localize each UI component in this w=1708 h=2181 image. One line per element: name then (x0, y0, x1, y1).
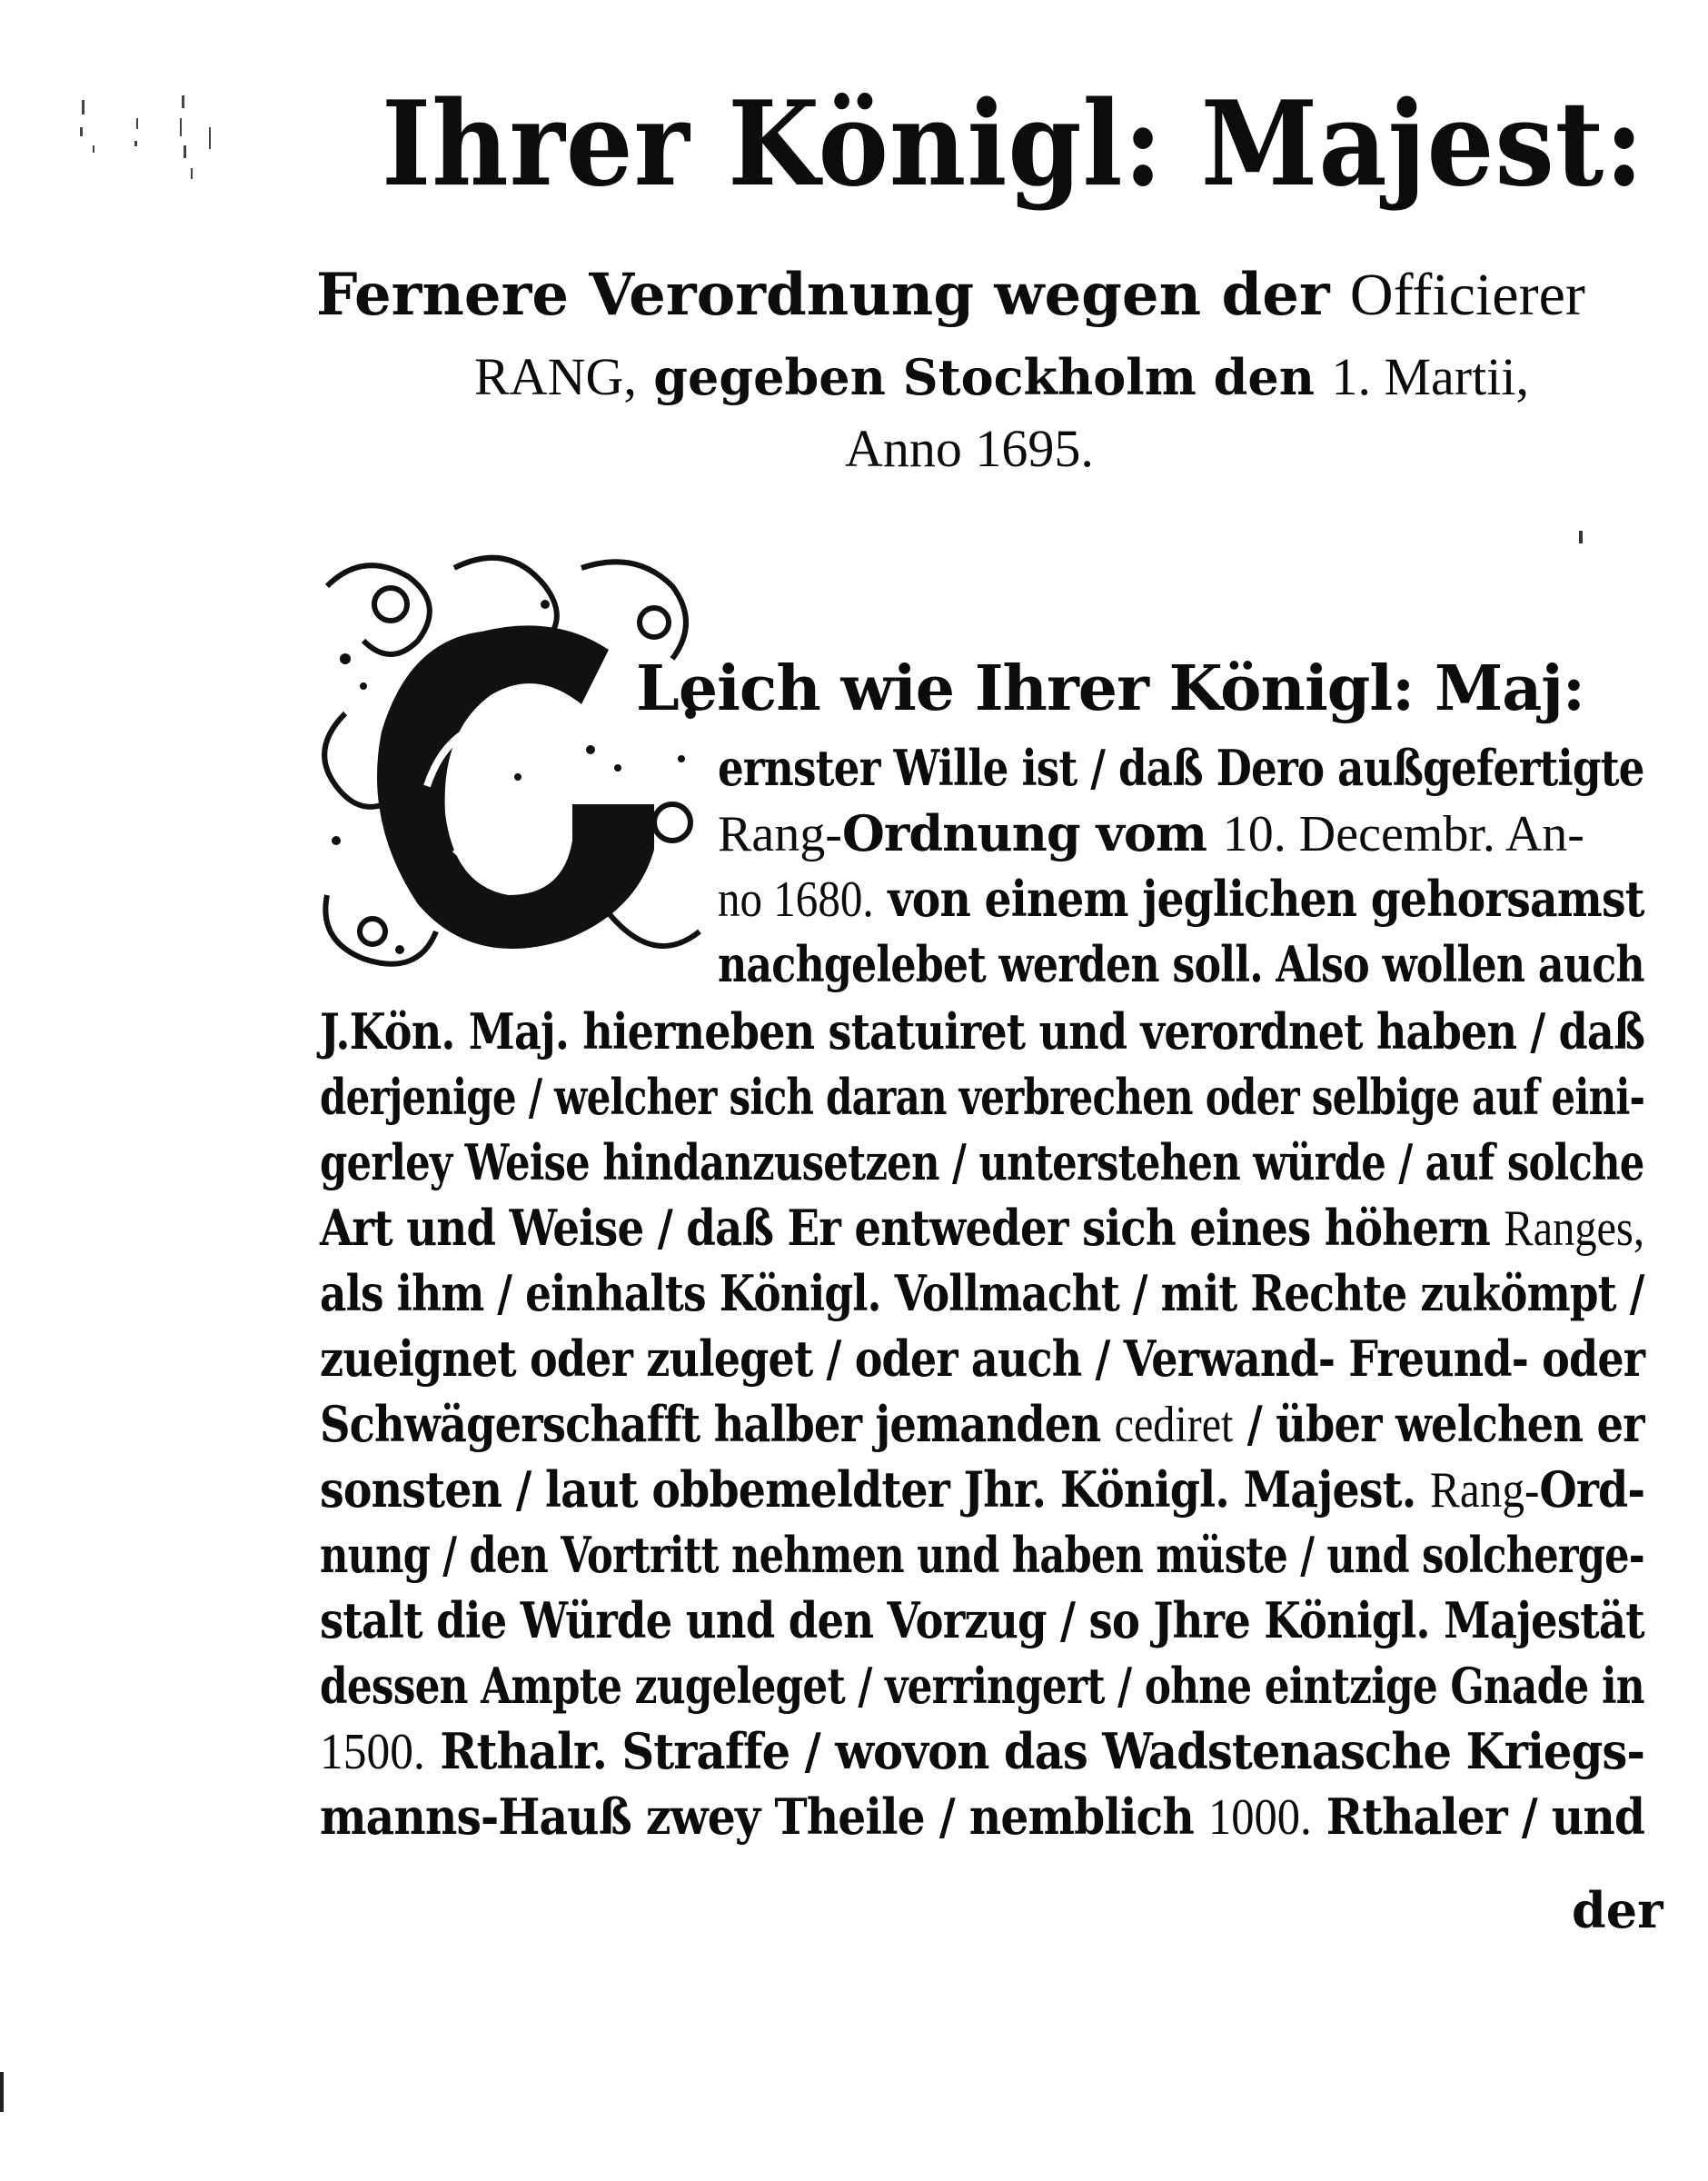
margin-annotation-marks (45, 91, 236, 191)
body-line-18-gothic-b: Rthaler / und (1326, 1788, 1645, 1846)
body-line-12-latin: cediret (1114, 1397, 1234, 1453)
body-line-13-gothic-a: sonsten / laut obbemeldter Jhr. Königl. Majest. (320, 1460, 1416, 1519)
body-line-5-text: nachgelebet werden soll. Also wollen auch (718, 935, 1644, 993)
body-line-4-latin: no 1680. (718, 871, 874, 928)
body-line-15-text: stalt die Würde und den Vorzug / so Jhre Königl. Majestät (320, 1591, 1644, 1649)
body-line-17-gothic: Rthalr. Straffe / wovon das Wadstenasche Kriegs- (440, 1722, 1645, 1780)
body-line-6 (320, 1002, 1645, 1061)
body-line-17-latin: 1500. (320, 1724, 425, 1780)
body-line-14 (320, 1526, 1644, 1584)
catchword: der (1572, 1881, 1663, 1939)
body-line-15 (320, 1591, 1644, 1649)
decorated-initial (309, 550, 718, 977)
body-line-18-gothic-a: manns-Hauß zwey Theile / nemblich (320, 1788, 1194, 1846)
stray-ink-mark (1579, 531, 1583, 543)
body-line-1-text: Leich wie Ihrer Königl: Maj: (636, 652, 1584, 725)
body-line-18 (320, 1788, 1645, 1846)
body-line-3 (718, 804, 1584, 862)
body-line-16 (320, 1657, 1644, 1715)
body-line-7 (320, 1068, 1645, 1126)
body-line-11 (320, 1330, 1645, 1388)
body-line-8-text: gerley Weise hindanzusetzen / unterstehen würde / auf solche (320, 1133, 1644, 1191)
subtitle-line-3: Anno 1695. (845, 419, 1094, 478)
subtitle-line-2-gothic: gegeben Stockholm den (653, 348, 1316, 406)
body-line-2 (718, 739, 1644, 797)
body-line-7-text: derjenige / welcher sich daran verbrechen oder selbige auf eini- (320, 1068, 1645, 1126)
body-line-14-text: nung / den Vortritt nehmen und haben müste / und solcherge- (320, 1526, 1644, 1584)
edge-ink-mark (0, 2072, 7, 2112)
body-line-12 (320, 1395, 1644, 1453)
body-line-3-latin-a: Rang- (718, 806, 842, 862)
body-line-10-text: als ihm / einhalts Königl. Vollmacht / mit Rechte zukömpt / (320, 1264, 1644, 1322)
body-line-8 (320, 1133, 1644, 1191)
body-line-4 (718, 870, 1644, 928)
body-line-9-latin: Ranges, (1504, 1200, 1644, 1257)
body-line-2-text: ernster Wille ist / daß Dero außgefertigte (718, 739, 1644, 797)
subtitle-line-2-latin-a: RANG, (474, 347, 637, 406)
body-line-13-latin: Rang- (1430, 1462, 1540, 1519)
document-title: Ihrer Königl: Majest: (382, 76, 1645, 213)
body-line-1 (636, 652, 1584, 725)
body-line-5 (718, 935, 1644, 993)
decorated-initial-graphic (309, 550, 718, 977)
body-line-6-text: J.Kön. Maj. hierneben statuiret und verordnet haben / daß (320, 1002, 1645, 1061)
body-line-16-text: dessen Ampte zugeleget / verringert / ohne eintzige Gnade in (320, 1657, 1644, 1715)
body-line-18-latin: 1000. (1207, 1789, 1312, 1846)
body-line-9 (320, 1199, 1644, 1257)
subtitle-line-1-latin: Officierer (1349, 262, 1585, 328)
subtitle-line-2 (474, 347, 1529, 406)
body-line-13-gothic-b: Ord- (1539, 1460, 1645, 1519)
subtitle-line-1 (316, 261, 1585, 329)
body-line-12-gothic-b: / über welchen er (1246, 1395, 1644, 1453)
body-line-11-text: zueignet oder zuleget / oder auch / Verwand- Freund- oder (320, 1330, 1645, 1388)
body-line-13 (320, 1460, 1645, 1519)
body-line-3-gothic: Ordnung vom (841, 804, 1207, 862)
body-line-4-gothic: von einem jeglichen gehorsamst (888, 870, 1644, 928)
body-line-3-latin-b: 10. Decembr. An- (1222, 806, 1584, 862)
body-line-10 (320, 1264, 1644, 1322)
body-line-12-gothic-a: Schwägerschafft halber jemanden (320, 1395, 1101, 1453)
body-line-9-gothic: Art und Weise / daß Er entweder sich eines höhern (320, 1199, 1490, 1257)
subtitle-line-1-gothic: Fernere Verordnung wegen der (316, 261, 1330, 329)
body-line-17 (320, 1722, 1645, 1780)
subtitle-line-2-latin-b: 1. Martii, (1331, 347, 1529, 406)
